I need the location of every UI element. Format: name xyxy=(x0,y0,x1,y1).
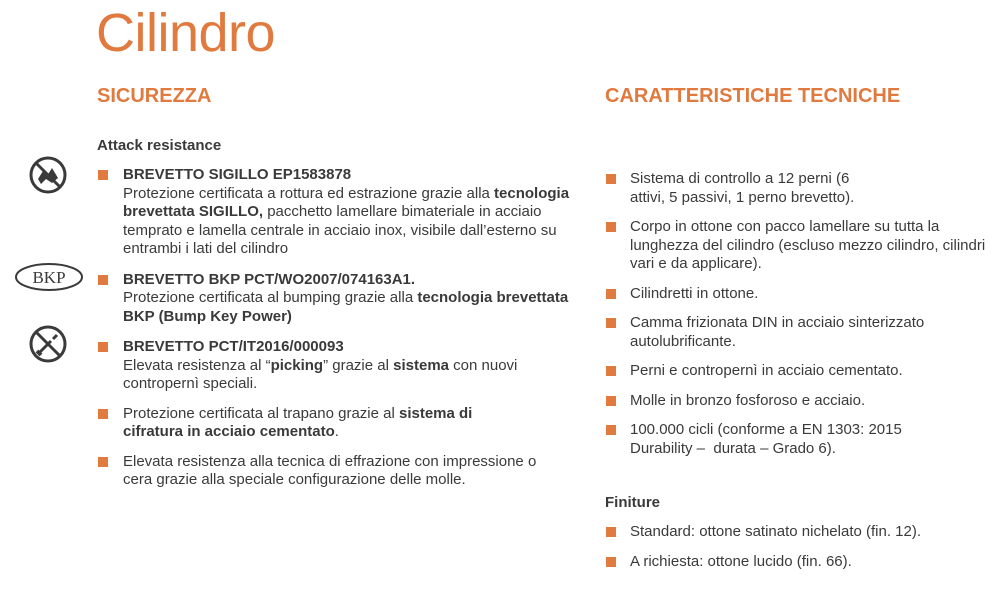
bullet-icon xyxy=(606,425,616,435)
no-break-icon xyxy=(27,154,69,196)
list-item: Standard: ottone satinato nichelato (fin. 12). xyxy=(605,523,990,542)
bullet-icon xyxy=(98,409,108,419)
bullet-icon xyxy=(606,174,616,184)
list-item: BREVETTO BKP PCT/WO2007/074163A1. Protezione certificata al bumping grazie alla tecnologia brevettata BKP (Bump Key Power) xyxy=(97,271,572,327)
list-item: BREVETTO SIGILLO EP1583878 Protezione certificata a rottura ed estrazione grazie alla tecnologia brevettata SIGILLO, pacchetto lamellare bimateriale in acciaio temprato e lamella centrale in acciaio inox, visibile dall’esterno su entrambi i lati del cilindro xyxy=(97,166,572,259)
bullet-icon xyxy=(606,289,616,299)
list-item: A richiesta: ottone lucido (fin. 66). xyxy=(605,553,990,572)
list-item: Cilindretti in ottone. xyxy=(605,285,990,304)
bkp-badge-label: BKP xyxy=(32,268,66,287)
bullet-icon xyxy=(98,342,108,352)
bullet-icon xyxy=(606,527,616,537)
bullet-icon xyxy=(98,457,108,467)
list-item: Molle in bronzo fosforoso e acciaio. xyxy=(605,392,990,411)
no-picking-icon xyxy=(27,323,69,365)
security-heading: SICUREZZA xyxy=(97,85,212,107)
bullet-icon xyxy=(98,170,108,180)
list-item: Sistema di controllo a 12 perni (6 attivi, 5 passivi, 1 perno brevetto). xyxy=(605,170,990,207)
item-lead: BREVETTO PCT/IT2016/000093 xyxy=(123,338,344,355)
bkp-badge-icon xyxy=(14,262,84,292)
item-lead: BREVETTO BKP PCT/WO2007/074163A1. xyxy=(123,270,416,288)
bullet-icon xyxy=(98,275,108,285)
bullet-icon xyxy=(606,366,616,376)
bullet-icon xyxy=(606,222,616,232)
list-item: 100.000 cicli (conforme a EN 1303: 2015 Durability – durata – Grado 6). xyxy=(605,421,990,458)
security-list xyxy=(97,166,572,490)
list-item: BREVETTO PCT/IT2016/000093 Elevata resistenza al “picking” grazie al sistema con nuovi contropernì speciali. xyxy=(97,338,572,394)
attack-resistance-subheading: Attack resistance xyxy=(97,137,222,154)
technical-list xyxy=(605,170,990,458)
finishes-heading: Finiture xyxy=(605,494,660,511)
list-item: Camma frizionata DIN in acciaio sinterizzato autolubrificante. xyxy=(605,314,990,351)
list-item: Perni e contropernì in acciaio cementato. xyxy=(605,362,990,381)
list-item: Elevata resistenza alla tecnica di effrazione con impressione o cera grazie alla speciale configurazione delle molle. xyxy=(97,453,572,490)
finishes-list xyxy=(605,523,990,571)
bullet-icon xyxy=(606,557,616,567)
page-title: Cilindro xyxy=(96,3,276,63)
bullet-icon xyxy=(606,318,616,328)
list-item: Protezione certificata al trapano grazie al sistema di cifratura in acciaio cementato. xyxy=(97,405,572,442)
item-lead: BREVETTO SIGILLO EP1583878 xyxy=(123,166,352,183)
list-item: Corpo in ottone con pacco lamellare su tutta la lunghezza del cilindro (escluso mezzo cilindro, cilindri vari e da applicare). xyxy=(605,218,990,274)
technical-heading: CARATTERISTICHE TECNICHE xyxy=(605,85,901,107)
bullet-icon xyxy=(606,396,616,406)
